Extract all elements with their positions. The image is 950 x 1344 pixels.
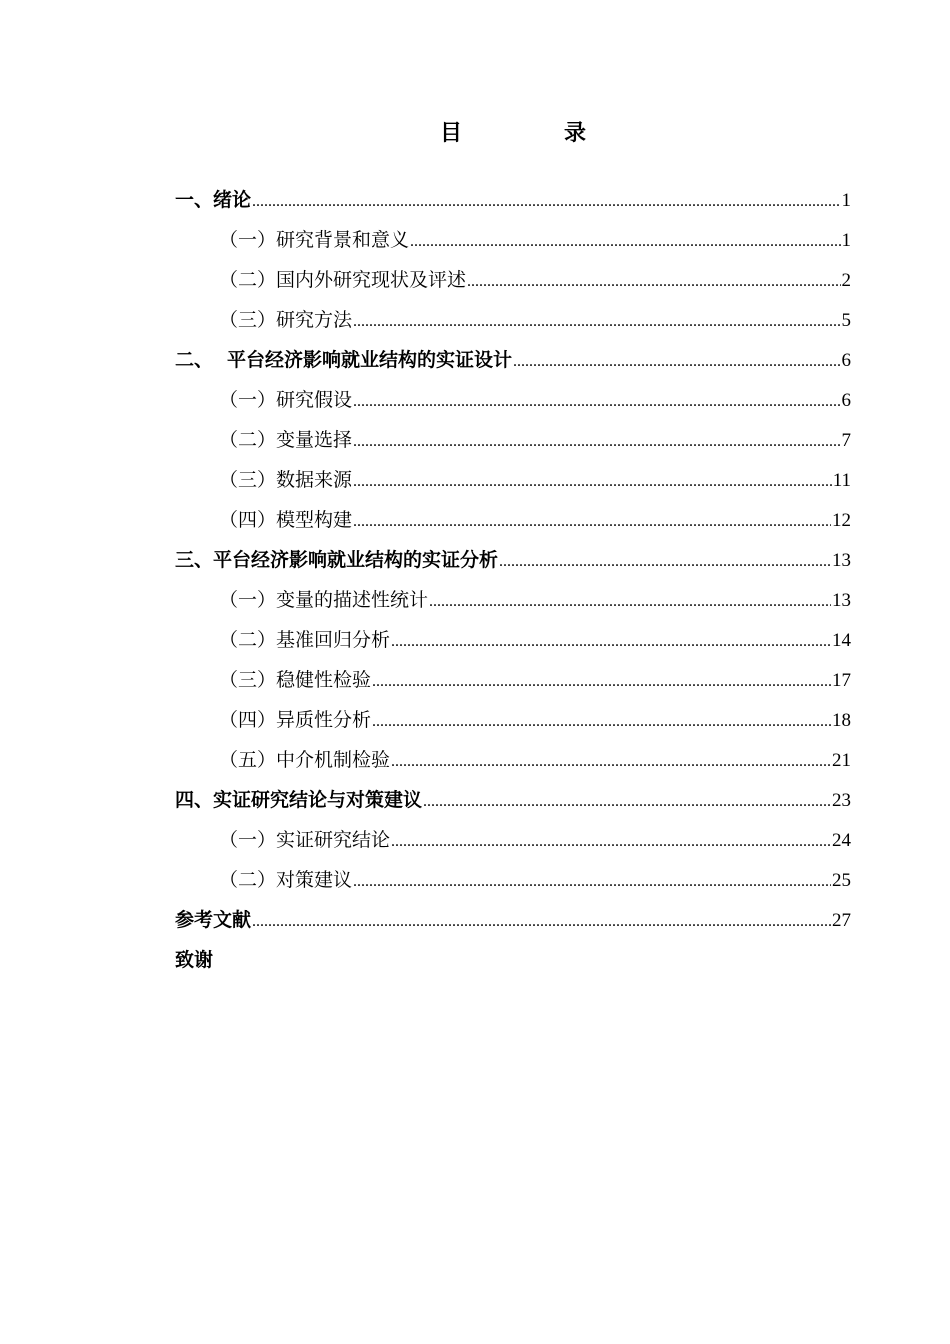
toc-entry[interactable] [175, 700, 851, 740]
toc-entry-title: 中介机制检验 [276, 749, 391, 771]
toc-entry-title: 绪论 [213, 189, 252, 211]
toc-entry[interactable] [175, 940, 851, 980]
toc-entry[interactable] [175, 500, 851, 540]
toc-entry[interactable] [175, 740, 851, 780]
toc-entry-label [219, 380, 352, 420]
toc-title-char-1: 目 [440, 121, 463, 146]
toc-entry-label [219, 860, 352, 900]
toc-page-number: 12 [832, 510, 851, 531]
toc-entry-title: 实证研究结论与对策建议 [213, 789, 423, 811]
toc-page-number: 27 [832, 910, 851, 931]
toc-entry-title: 实证研究结论 [276, 829, 391, 851]
toc-page-number: 11 [832, 470, 851, 491]
toc-entry-label [219, 460, 352, 500]
toc-entry-title: 数据来源 [276, 469, 353, 491]
toc-entry-number: 二、 [175, 349, 214, 371]
toc-dot-leader [353, 862, 831, 902]
toc-dot-leader [353, 302, 840, 342]
toc-page-number: 18 [832, 710, 851, 731]
toc-entry-number: （三） [219, 669, 277, 691]
toc-entry[interactable] [175, 180, 851, 220]
toc-dot-leader [410, 222, 840, 262]
toc-entry[interactable] [175, 460, 851, 500]
toc-dot-leader [353, 382, 840, 422]
toc-entry-number: （三） [219, 309, 277, 331]
toc-page-number: 13 [832, 550, 851, 571]
toc-entry-label [219, 700, 371, 740]
toc-entry-number: 一、 [175, 189, 214, 211]
toc-entry[interactable] [175, 260, 851, 300]
toc-entry-label [175, 780, 422, 820]
toc-entry-label [219, 820, 390, 860]
toc-title [440, 114, 600, 154]
toc-entry-label [219, 300, 352, 340]
toc-entry-label [219, 260, 466, 300]
toc-dot-leader [513, 342, 840, 382]
toc-entry[interactable] [175, 900, 851, 940]
toc-dot-leader [429, 582, 831, 622]
toc-entry-number: （一） [219, 829, 277, 851]
toc-entry-number: （一） [219, 229, 277, 251]
toc-entry[interactable] [175, 300, 851, 340]
toc-entry[interactable] [175, 820, 851, 860]
toc-page-number: 25 [832, 870, 851, 891]
toc-entry[interactable] [175, 620, 851, 660]
toc-entry[interactable] [175, 380, 851, 420]
toc-entry-number: （四） [219, 509, 277, 531]
toc-page-number: 1 [841, 190, 851, 211]
toc-entry-title: 变量选择 [276, 429, 353, 451]
toc-dot-leader [353, 462, 832, 502]
toc-dot-leader [252, 902, 831, 942]
toc-dot-leader [467, 262, 840, 302]
toc-entry-title: 变量的描述性统计 [276, 589, 429, 611]
toc-dot-leader [391, 622, 831, 662]
toc-entry-title: 对策建议 [276, 869, 353, 891]
toc-entry-label [175, 940, 213, 980]
toc-entry-label [219, 620, 390, 660]
toc-entry-number: （二） [219, 629, 277, 651]
toc-entry-title: 平台经济影响就业结构的实证设计 [227, 349, 513, 371]
toc-dot-leader [252, 182, 840, 222]
toc-dot-leader [391, 742, 831, 782]
toc-page-number: 1 [841, 230, 851, 251]
toc-entry[interactable] [175, 780, 851, 820]
toc-entry-label [219, 660, 371, 700]
toc-entry-number: （五） [219, 749, 277, 771]
toc-page-number: 7 [841, 430, 851, 451]
toc-entry-number: （二） [219, 429, 277, 451]
toc-entry-title: 稳健性检验 [276, 669, 372, 691]
toc-entry-title: 国内外研究现状及评述 [276, 269, 467, 291]
toc-entry-title: 基准回归分析 [276, 629, 391, 651]
toc-entry[interactable] [175, 540, 851, 580]
toc-entry-number: （三） [219, 469, 277, 491]
toc-entry[interactable] [175, 860, 851, 900]
toc-entry-label [219, 740, 390, 780]
toc-page-number: 6 [841, 350, 851, 371]
toc-entry-label [175, 180, 251, 220]
toc-page-number: 23 [832, 790, 851, 811]
toc-entry-number: （一） [219, 589, 277, 611]
toc-page-number: 21 [832, 750, 851, 771]
toc-dot-leader [372, 662, 831, 702]
toc-entry-title: 平台经济影响就业结构的实证分析 [213, 549, 499, 571]
toc-entry-label [175, 900, 251, 940]
toc-entry-number: 四、 [175, 789, 214, 811]
toc-entry[interactable] [175, 340, 851, 380]
toc-entry-title: 致谢 [175, 949, 214, 971]
toc-entry[interactable] [175, 220, 851, 260]
toc-entry[interactable] [175, 660, 851, 700]
toc-dot-leader [499, 542, 831, 582]
toc-entry-label [219, 500, 352, 540]
toc-entry-title: 研究假设 [276, 389, 353, 411]
toc-dot-leader [353, 502, 831, 542]
toc-entry-number: 三、 [175, 549, 214, 571]
toc-entry-number: （二） [219, 269, 277, 291]
toc-entry-title: 研究背景和意义 [276, 229, 410, 251]
toc-entry-number: （四） [219, 709, 277, 731]
toc-page-number: 17 [832, 670, 851, 691]
toc-page-number: 5 [841, 310, 851, 331]
toc-page-number: 13 [832, 590, 851, 611]
toc-entry-label [175, 340, 512, 380]
toc-dot-leader [391, 822, 831, 862]
toc-entry-number: （一） [219, 389, 277, 411]
table-of-contents [175, 180, 851, 980]
toc-entry-number: （二） [219, 869, 277, 891]
toc-entry-title: 参考文献 [175, 909, 252, 931]
toc-entry-label [219, 580, 428, 620]
toc-page-number: 14 [832, 630, 851, 651]
toc-entry-title: 模型构建 [276, 509, 353, 531]
toc-entry[interactable] [175, 420, 851, 460]
toc-entry-title: 研究方法 [276, 309, 353, 331]
toc-entry-label [219, 220, 409, 260]
toc-dot-leader [372, 702, 831, 742]
toc-page-number: 24 [832, 830, 851, 851]
toc-dot-leader [423, 782, 831, 822]
toc-entry[interactable] [175, 580, 851, 620]
toc-dot-leader [353, 422, 840, 462]
toc-page-number: 6 [841, 390, 851, 411]
toc-page-number: 2 [841, 270, 851, 291]
toc-entry-title: 异质性分析 [276, 709, 372, 731]
toc-entry-label [175, 540, 498, 580]
toc-entry-label [219, 420, 352, 460]
toc-title-char-2: 录 [564, 121, 587, 146]
